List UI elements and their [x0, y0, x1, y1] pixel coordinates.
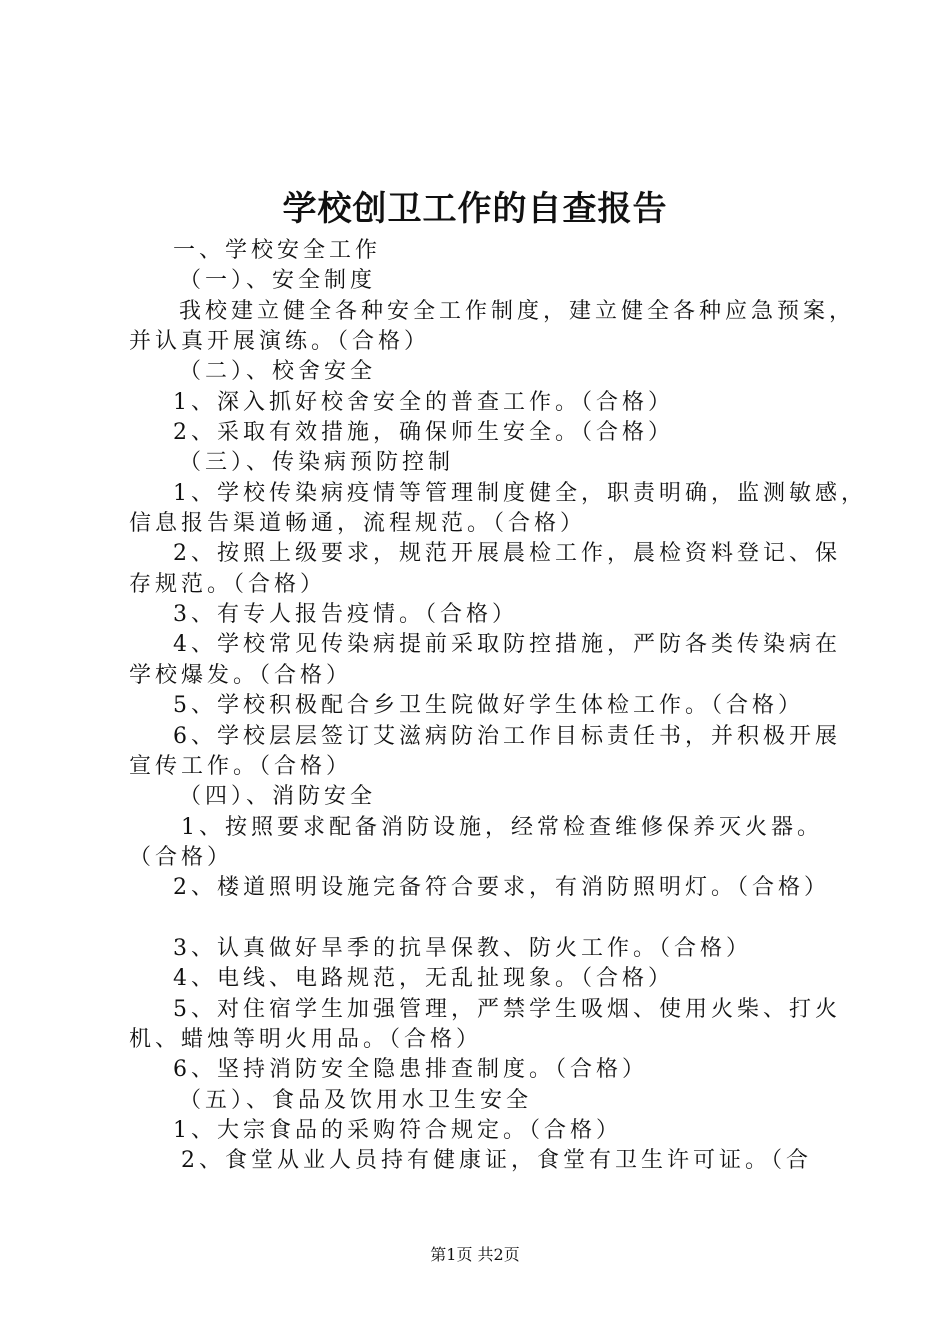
section-heading: 一、学校安全工作: [173, 238, 382, 263]
subsection-heading: （五）、食品及饮用水卫生安全: [179, 1087, 533, 1113]
paragraph-line: 并认真开展演练。（合格）: [129, 329, 431, 355]
list-item: 2、采取有效措施，确保师生安全。（合格）: [173, 420, 674, 446]
list-item: 3、认真做好旱季的抗旱保教、防火工作。（合格）: [173, 935, 752, 961]
list-item: 1、按照要求配备消防设施，经常检查维修保养灭火器。: [181, 814, 823, 840]
list-item-continuation: 存规范。（合格）: [129, 571, 327, 597]
list-item: 1、深入抓好校舍安全的普查工作。（合格）: [173, 389, 674, 415]
list-item: 3、有专人报告疫情。（合格）: [173, 602, 518, 628]
subsection-heading: （一）、安全制度: [179, 268, 377, 294]
list-item: 4、电线、电路规范，无乱扯现象。（合格）: [173, 966, 674, 992]
subsection-heading: （四）、消防安全: [179, 784, 377, 810]
subsection-heading: （二）、校舍安全: [179, 359, 377, 385]
list-item-continuation: 机、蜡烛等明火用品。（合格）: [129, 1026, 483, 1052]
list-item: 6、坚持消防安全隐患排查制度。（合格）: [173, 1057, 648, 1083]
list-item-continuation: 宣传工作。（合格）: [129, 753, 353, 779]
page-footer: 第1页 共2页: [430, 1245, 520, 1264]
list-item: 6、学校层层签订艾滋病防治工作目标责任书，并积极开展: [173, 723, 841, 749]
list-item: 5、对住宿学生加强管理，严禁学生吸烟、使用火柴、打火: [173, 996, 841, 1022]
list-item-continuation: 信息报告渠道畅通，流程规范。（合格）: [129, 511, 587, 537]
list-item: 1、大宗食品的采购符合规定。（合格）: [173, 1117, 622, 1143]
blank-line: [129, 904, 849, 934]
list-item: 1、学校传染病疫情等管理制度健全，职责明确，监测敏感，: [173, 480, 867, 506]
list-item: 4、学校常见传染病提前采取防控措施，严防各类传染病在: [173, 632, 841, 658]
document-title: 学校创卫工作的自查报告: [282, 189, 668, 229]
list-item: 2、楼道照明设施完备符合要求，有消防照明灯。（合格）: [173, 875, 830, 901]
document-body: [129, 236, 867, 1177]
list-item-continuation: 学校爆发。（合格）: [129, 662, 353, 688]
paragraph-line: 我校建立健全各种安全工作制度，建立健全各种应急预案，: [179, 298, 856, 324]
subsection-heading: （三）、传染病预防控制: [179, 450, 455, 476]
list-item: 5、学校积极配合乡卫生院做好学生体检工作。（合格）: [173, 693, 804, 719]
list-item: 2、按照上级要求，规范开展晨检工作，晨检资料登记、保: [173, 541, 841, 567]
list-item: 2、食堂从业人员持有健康证，食堂有卫生许可证。（合: [181, 1148, 812, 1174]
list-item-continuation: （合格）: [129, 844, 234, 870]
